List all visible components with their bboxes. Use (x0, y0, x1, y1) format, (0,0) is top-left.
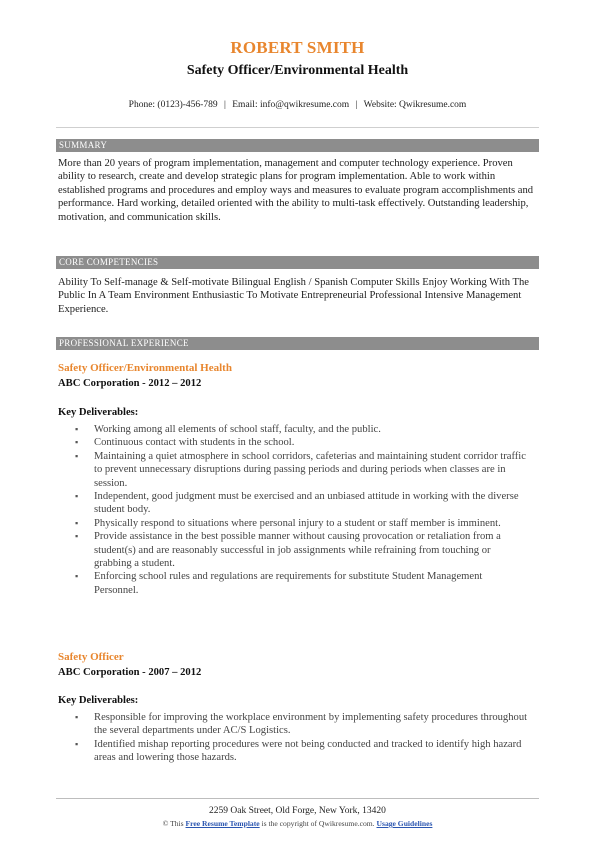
candidate-title: Safety Officer/Environmental Health (186, 63, 409, 78)
summary-text: More than 20 years of program implementation, management and computer technology experience. Proven ability to research, create and develop strategic plans for program implementation. Able to work within established programs and procedures and employ ways and measures to evaluate program accomplishments and performance. Hard working, detailed oriented with the ability to multi-task effectively. Outstanding leadership, motivation, and communication skills. (58, 158, 534, 223)
copyright-middle: is the copyright of Qwikresume.com. (261, 819, 375, 828)
footer-address: 2259 Oak Street, Old Forge, New York, 13420 (209, 806, 386, 816)
contact-phone: Phone: (0123)-456-789 (128, 100, 218, 110)
competencies-section-header: CORE COMPETENCIES (56, 256, 539, 269)
job-title: Safety Officer/Environmental Health (58, 362, 232, 374)
candidate-name: ROBERT SMITH (230, 38, 365, 57)
footer-divider (56, 798, 539, 799)
free-resume-template-link[interactable]: Free Resume Template (185, 819, 260, 828)
job-company: ABC Corporation - 2007 – 2012 (58, 667, 202, 678)
deliverables-label: Key Deliverables: (58, 407, 139, 418)
contact-website: Website: Qwikresume.com (363, 100, 467, 110)
experience-section-header: PROFESSIONAL EXPERIENCE (56, 337, 539, 350)
deliverables-list (58, 711, 528, 765)
list-item: ▪ Identified mishap reporting procedures were not being conducted and tracked to identify high hazard areas and lowering those hazards. (58, 738, 528, 765)
copyright-prefix: © This (162, 819, 184, 828)
contact-separator: | (355, 100, 358, 110)
contact-email: Email: info@qwikresume.com (232, 100, 350, 110)
contact-separator: | (223, 100, 226, 110)
list-item: ▪ Maintaining a quiet atmosphere in school corridors, cafeterias and maintaining student corridor traffic to prevent unnecessary disruptions during passing periods and during periods when classes are in session. (58, 450, 528, 490)
deliverables-list (58, 423, 528, 597)
summary-section-header: SUMMARY (56, 139, 539, 152)
list-item: ▪ Enforcing school rules and regulations are requirements for substitute Student Management Personnel. (58, 570, 528, 597)
list-item: ▪ Independent, good judgment must be exercised and an unbiased attitude in working with the diverse student body. (58, 490, 528, 517)
competencies-text: Ability To Self-manage & Self-motivate Bilingual English / Spanish Computer Skills Enjoy Working With The Public In A Team Environment Enthusiastic To Motivate Entrepreneurial Professional Intensive Management Experience. (58, 277, 529, 315)
job-company: ABC Corporation - 2012 – 2012 (58, 378, 202, 389)
header-divider (56, 127, 539, 128)
contact-line (0, 100, 595, 110)
list-item: ▪ Working among all elements of school staff, faculty, and the public. (58, 423, 528, 436)
job-title: Safety Officer (58, 651, 124, 663)
list-item: ▪ Provide assistance in the best possible manner without causing provocation or retaliation from a student(s) and are reasonably successful in job assignments while refraining from touching or grabbing a student. (58, 530, 528, 570)
deliverables-label: Key Deliverables: (58, 695, 139, 706)
footer-copyright (0, 819, 595, 828)
usage-guidelines-link[interactable]: Usage Guidelines (376, 819, 433, 828)
list-item: ▪ Continuous contact with students in the school. (58, 436, 528, 449)
list-item: ▪ Physically respond to situations where personal injury to a student or staff member is imminent. (58, 517, 528, 530)
list-item: ▪ Responsible for improving the workplace environment by implementing safety procedures throughout the several departments under AC/S Logistics. (58, 711, 528, 738)
